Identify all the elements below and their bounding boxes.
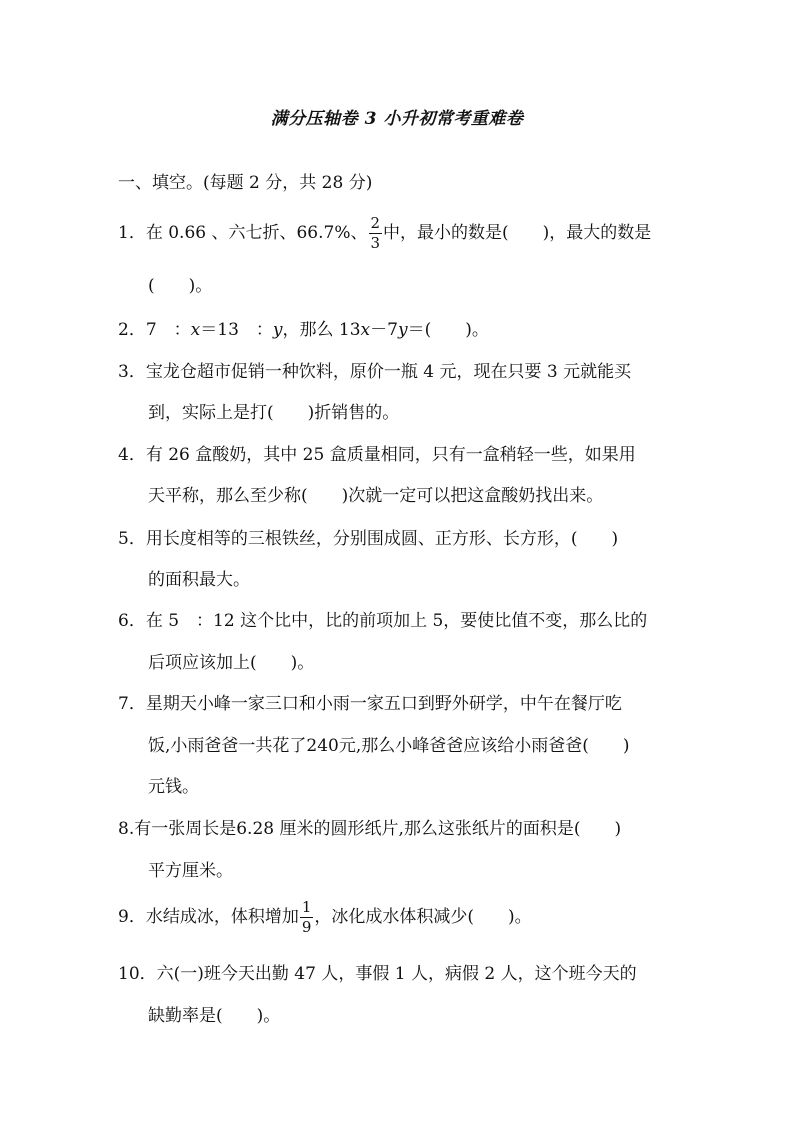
- question-number: 8.: [118, 819, 135, 839]
- question-7-continuation: 元钱。: [148, 777, 199, 797]
- question-number: 9．: [118, 907, 146, 927]
- question-text: ，冰化成水体积减少( )。: [314, 907, 532, 927]
- question-text: ＝13 ：: [200, 320, 273, 340]
- variable-y: y: [272, 320, 283, 340]
- question-3: [118, 357, 631, 382]
- question-8-continuation: 平方厘米。: [148, 861, 233, 881]
- question-7-continuation: 饭,小雨爸爸一共花了240元,那么小峰爸爸应该给小雨爸爸( ): [148, 736, 630, 756]
- question-text: 中，最小的数是( )，最大的数是: [383, 223, 652, 243]
- section-heading: 一、填空。(每题 2 分，共 28 分): [118, 173, 373, 193]
- question-text: 在 0.66 、六七折、66.7%、: [145, 223, 368, 243]
- question-text: 六(一)班今天出勤 47 人，事假 1 人，病假 2 人，这个班今天的: [156, 964, 637, 984]
- fraction-denominator: 9: [301, 918, 312, 936]
- question-7: [118, 689, 622, 714]
- question-6-continuation: 后项应该加上( )。: [148, 653, 315, 673]
- question-4: [118, 440, 636, 465]
- question-1-continuation: ( )。: [148, 276, 213, 296]
- question-2: [118, 315, 489, 340]
- variable-x: x: [360, 320, 371, 340]
- page-title: 满分压轴卷 3 小升初常考重难卷: [270, 109, 524, 129]
- question-5-continuation: 的面积最大。: [148, 570, 250, 590]
- question-number: 2．: [118, 320, 146, 340]
- question-text: 有一张周长是6.28 厘米的圆形纸片,那么这张纸片的面积是( ): [134, 819, 622, 839]
- question-3-continuation: 到，实际上是打( )折销售的。: [148, 403, 400, 423]
- question-text: －7: [370, 320, 398, 340]
- question-8: [118, 814, 621, 839]
- question-5: [118, 524, 618, 549]
- question-6: [118, 606, 647, 631]
- question-text: 用长度相等的三根铁丝，分别围成圆、正方形、长方形，( ): [145, 529, 619, 549]
- question-text: 水结成冰，体积增加: [145, 907, 299, 927]
- fraction: [369, 216, 383, 251]
- question-number: 3．: [118, 362, 146, 382]
- question-9: [118, 900, 532, 935]
- fraction-numerator: 2: [370, 214, 381, 232]
- question-text: 星期天小峰一家三口和小雨一家五口到野外研学，中午在餐厅吃: [145, 694, 622, 714]
- question-number: 4．: [118, 445, 146, 465]
- question-text: ＝( )。: [407, 320, 489, 340]
- question-number: 10．: [118, 964, 157, 984]
- question-text: 7 ：: [145, 320, 191, 340]
- question-number: 5．: [118, 529, 146, 549]
- fraction-numerator: 1: [301, 898, 312, 916]
- question-text: 有 26 盒酸奶，其中 25 盒质量相同，只有一盒稍轻一些，如果用: [145, 445, 636, 465]
- question-number: 7．: [118, 694, 146, 714]
- question-text: 在 5 ：12 这个比中，比的前项加上 5，要使比值不变，那么比的: [145, 611, 648, 631]
- question-10-continuation: 缺勤率是( )。: [148, 1006, 281, 1026]
- fraction-denominator: 3: [370, 234, 381, 252]
- question-number: 6．: [118, 611, 146, 631]
- question-4-continuation: 天平称，那么至少称( )次就一定可以把这盒酸奶找出来。: [148, 486, 604, 506]
- question-text: ，那么 13: [282, 320, 361, 340]
- question-number: 1．: [118, 223, 146, 243]
- question-10: [118, 959, 637, 984]
- question-text: 宝龙仓超市促销一种饮料，原价一瓶 4 元，现在只要 3 元就能买: [145, 362, 632, 382]
- variable-x: x: [190, 320, 201, 340]
- question-1: [118, 216, 651, 251]
- variable-y: y: [397, 320, 408, 340]
- fraction: [300, 900, 314, 935]
